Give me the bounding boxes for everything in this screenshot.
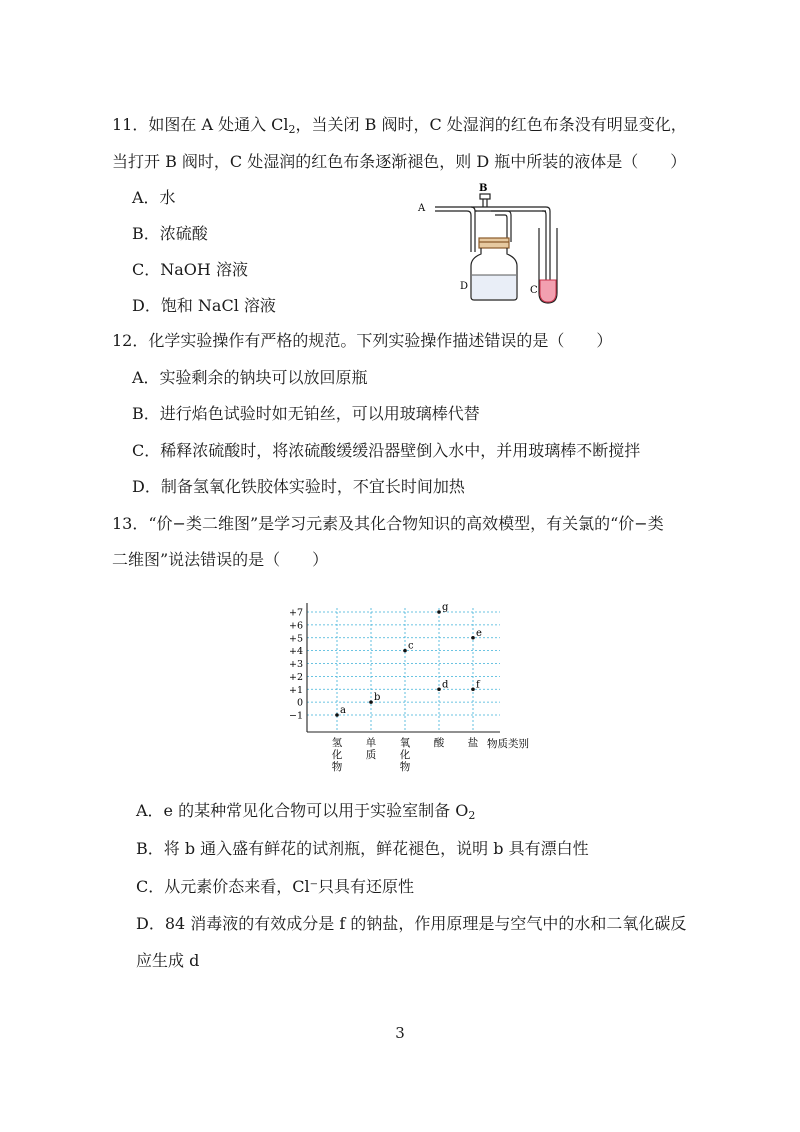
q11-stem-text-a: 11．如图在 A 处通入 Cl <box>112 115 289 134</box>
label-d: D <box>460 281 469 292</box>
q12-stem: 12．化学实验操作有严格的规范。下列实验操作描述错误的是（ ） <box>112 331 613 350</box>
point-g <box>437 610 441 614</box>
point-f <box>471 687 475 691</box>
q13-option-a-text: A．e 的某种常见化合物可以用于实验室制备 O <box>136 801 469 820</box>
point-a <box>335 713 339 717</box>
label-b: B <box>479 183 488 194</box>
point-label-d: d <box>442 679 449 691</box>
q11-cl2-subscript: 2 <box>288 123 296 136</box>
q13-stem-line1: 13．“价−类二维图”是学习元素及其化合物知识的高效模型，有关氯的“价−类 <box>112 514 664 533</box>
point-label-f: f <box>476 679 480 691</box>
q12-option-c[interactable]: C．稀释浓硫酸时，将浓硫酸缓缓沿器壁倒入水中，并用玻璃棒不断搅拌 <box>132 441 641 460</box>
q11-stem-text-b: ，当关闭 B 阀时，C 处湿润的红色布条没有明显变化， <box>295 115 687 134</box>
x-tick-label: 盐 <box>467 737 479 749</box>
q11-option-d[interactable]: D．饱和 NaCl 溶液 <box>132 296 276 315</box>
x-tick-label: 物 <box>331 761 343 773</box>
point-label-c: c <box>408 640 414 652</box>
q11-stem-line1 <box>112 114 687 136</box>
point-c <box>403 649 407 653</box>
q11-stem-line2: 当打开 B 阀时，C 处湿润的红色布条逐渐褪色，则 D 瓶中所装的液体是（ ） <box>112 152 687 171</box>
q13-option-d-line2[interactable]: 应生成 d <box>136 951 200 970</box>
x-tick-label: 氧 <box>399 737 411 749</box>
x-tick-label: 酸 <box>433 737 445 749</box>
y-tick-label: +6 <box>288 620 303 632</box>
q13-option-a[interactable] <box>136 800 475 822</box>
label-c: C <box>530 285 538 296</box>
y-tick-label: +4 <box>288 646 303 658</box>
point-label-a: a <box>340 705 346 716</box>
q11-option-b[interactable]: B．浓硫酸 <box>132 224 208 243</box>
q13-o2-subscript: 2 <box>468 809 476 822</box>
y-tick-label: +3 <box>288 659 303 670</box>
page-number: 3 <box>395 1024 405 1042</box>
point-label-b: b <box>374 692 381 704</box>
q12-option-d[interactable]: D．制备氢氧化铁胶体实验时，不宜长时间加热 <box>132 477 465 496</box>
point-label-g: g <box>442 602 449 613</box>
y-tick-label: −1 <box>288 710 303 722</box>
label-a: A <box>418 203 426 214</box>
y-tick-label: 0 <box>296 697 303 709</box>
x-tick-label: 氢 <box>331 737 343 749</box>
y-tick-label: +2 <box>288 671 303 683</box>
x-tick-label: 物 <box>399 761 411 773</box>
x-tick-label: 质 <box>365 749 377 761</box>
point-label-e: e <box>476 627 482 639</box>
valence-class-chart <box>282 598 552 776</box>
x-tick-label: 化 <box>331 749 343 761</box>
x-tick-label: 化 <box>399 749 411 761</box>
point-b <box>369 700 373 704</box>
x-axis-label: 物质类别 <box>487 738 529 750</box>
q11-option-a[interactable]: A．水 <box>132 188 176 207</box>
q13-option-d-line1[interactable]: D．84 消毒液的有效成分是 f 的钠盐，作用原理是与空气中的水和二氧化碳反 <box>136 914 687 933</box>
apparatus-figure <box>415 180 585 305</box>
point-e <box>471 636 475 640</box>
y-tick-label: +5 <box>288 633 303 645</box>
q13-option-b[interactable]: B．将 b 通入盛有鲜花的试剂瓶，鲜花褪色，说明 b 具有漂白性 <box>136 839 589 858</box>
y-tick-label: +1 <box>288 684 303 696</box>
point-d <box>437 687 441 691</box>
q12-option-b[interactable]: B．进行焰色试验时如无铂丝，可以用玻璃棒代替 <box>132 404 480 423</box>
x-tick-label: 单 <box>365 737 377 749</box>
q12-option-a[interactable]: A．实验剩余的钠块可以放回原瓶 <box>132 368 368 387</box>
q13-stem-line2: 二维图”说法错误的是（ ） <box>112 550 329 569</box>
y-tick-label: +7 <box>288 607 303 619</box>
q13-option-c[interactable]: C．从元素价态来看，Cl⁻只具有还原性 <box>136 877 415 896</box>
q11-option-c[interactable]: C．NaOH 溶液 <box>132 260 248 279</box>
